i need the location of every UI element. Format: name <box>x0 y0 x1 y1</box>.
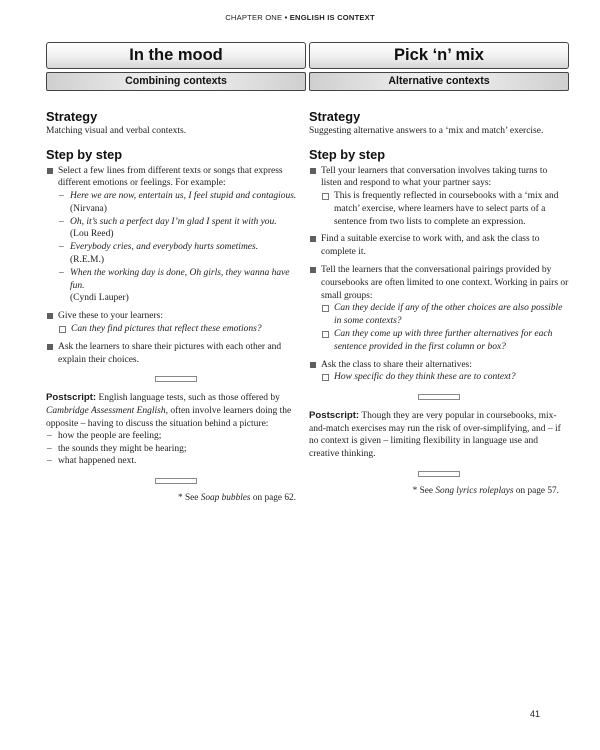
divider <box>418 471 460 477</box>
example-quote: Everybody cries, and everybody hurts sometimes. <box>70 242 259 253</box>
example-quote: Oh, it’s such a perfect day I’m glad I spent it with you. <box>70 216 277 227</box>
step-by-step-heading: Step by step <box>309 146 386 162</box>
sub-item: Can they decide if any of the other choices are also possible in some contexts? <box>321 302 569 328</box>
sub-list <box>58 323 306 336</box>
step-text: Find a suitable exercise to work with, and ask the class to complete it. <box>321 234 540 258</box>
postscript-label: Postscript: <box>46 392 97 404</box>
divider <box>155 376 197 382</box>
see-also-note: * See Soap bubbles on page 62. <box>177 493 296 504</box>
sub-item: Can they find pictures that reflect these emotions? <box>58 323 306 336</box>
example-source: (Cyndi Lauper) <box>70 293 129 304</box>
example-quote: Here we are now, entertain us, I feel stupid and contagious. <box>70 191 297 202</box>
chapter-label: CHAPTER ONE <box>225 13 283 22</box>
page-number: 41 <box>529 709 540 719</box>
examples-list <box>58 190 306 305</box>
sub-item: How specific do they think these are to context? <box>321 371 569 384</box>
square-bullet-icon <box>47 313 53 319</box>
postscript: Postscript: Though they are very popular in coursebooks, mix-and-match exercises may run the risk of over-simplifying, and – if no context is given – limiting flexibility in language use and creative thinking. <box>309 410 561 460</box>
step-text: Tell the learners that the conversational pairings provided by coursebooks are often limited to one context. Working in pairs or small groups: <box>321 265 569 301</box>
checkbox-icon <box>59 326 66 333</box>
strategy-heading: Strategy <box>309 109 361 124</box>
divider <box>155 478 197 484</box>
strategy-heading: Strategy <box>46 109 98 124</box>
sub-list <box>321 371 569 384</box>
step-text: Ask the learners to share their pictures with each other and explain their choices. <box>58 341 282 365</box>
example-source: (R.E.M.) <box>70 255 105 266</box>
steps-list <box>46 165 306 367</box>
postscript-label: Postscript: <box>309 410 360 422</box>
list-item: – what happened next. <box>47 456 137 467</box>
postscript-list <box>46 430 306 468</box>
activity-column-right <box>309 42 569 497</box>
step-item <box>46 310 306 336</box>
sub-item: Can they come up with three further alternatives for each sentence provided in the first column or box? <box>321 328 569 354</box>
postscript: Postscript: English language tests, such as those offered by Cambridge Assessment English, often involve learners doing the opposite – having to discuss the situation behind a picture: – how the people are feeling; – the sounds they might be hearing; – what happened next. <box>46 392 306 468</box>
strategy-text: Matching visual and verbal contexts. <box>46 126 187 136</box>
step-text: Select a few lines from different texts or songs that express different emotions or feelings. For example: <box>58 165 283 189</box>
square-bullet-icon <box>47 168 53 174</box>
step-text: Tell your learners that conversation involves taking turns to listen and respond to what your partner says: <box>321 165 548 189</box>
square-bullet-icon <box>310 267 316 273</box>
sub-list <box>321 190 569 228</box>
checkbox-icon <box>322 374 329 381</box>
section-label: ENGLISH IS CONTEXT <box>289 13 375 22</box>
checkbox-icon <box>322 193 329 200</box>
step-by-step-heading: Step by step <box>46 146 123 162</box>
square-bullet-icon <box>47 344 53 350</box>
strategy-text: Suggesting alternative answers to a ‘mix and match’ exercise. <box>309 126 544 136</box>
checkbox-icon <box>322 305 329 312</box>
example-item: – Here we are now, entertain us, I feel stupid and contagious. (Nirvana) <box>58 190 306 216</box>
divider <box>418 394 460 400</box>
step-item <box>309 264 569 354</box>
sub-item: This is frequently reflected in coursebooks with a ‘mix and match’ exercise, where learners have to select parts of a sentence from two lists to complete an expression. <box>321 190 569 228</box>
square-bullet-icon <box>310 236 316 242</box>
example-item: – Everybody cries, and everybody hurts sometimes. (R.E.M.) <box>58 241 306 267</box>
see-also-note: * See Song lyrics roleplays on page 57. <box>412 485 559 496</box>
step-item <box>309 359 569 385</box>
example-item: – When the working day is done, Oh girls, they wanna have fun. (Cyndi Lauper) <box>58 267 306 305</box>
activity-title: Pick ‘n’ mix <box>309 42 569 69</box>
square-bullet-icon <box>310 168 316 174</box>
step-item <box>46 341 306 367</box>
activity-column-left <box>46 42 306 504</box>
square-bullet-icon <box>310 362 316 368</box>
steps-list <box>309 165 569 385</box>
list-item: – the sounds they might be hearing; <box>47 443 187 454</box>
activity-subtitle: Alternative contexts <box>309 72 569 91</box>
list-item: – how the people are feeling; <box>47 431 162 442</box>
step-item <box>309 165 569 229</box>
header-bullet: • <box>284 13 288 22</box>
step-item <box>46 165 306 306</box>
example-item: – Oh, it’s such a perfect day I’m glad I spent it with you. (Lou Reed) <box>58 216 306 242</box>
sub-list <box>321 302 569 353</box>
step-text: Ask the class to share their alternatives: <box>321 359 472 370</box>
checkbox-icon <box>322 331 329 338</box>
running-header <box>0 13 600 22</box>
example-source: (Nirvana) <box>70 203 107 214</box>
step-text: Give these to your learners: <box>58 311 163 322</box>
activity-subtitle: Combining contexts <box>46 72 306 91</box>
step-item <box>309 233 569 259</box>
example-quote: When the working day is done, Oh girls, they wanna have fun. <box>70 267 290 291</box>
example-source: (Lou Reed) <box>70 229 114 240</box>
activity-title: In the mood <box>46 42 306 69</box>
